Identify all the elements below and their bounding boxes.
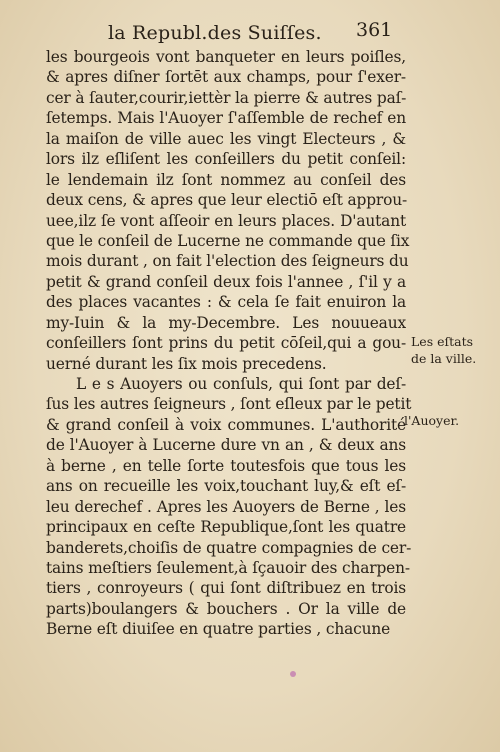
- text-line: my-Iuin & la my-Decembre. Les nouueaux: [46, 313, 406, 332]
- text-line: lors ilz eſliſent les conſeillers du petit conſeil:: [46, 150, 406, 169]
- text-line: le lendemain ilz ſont nommez au conſeil des: [46, 170, 406, 189]
- margin-note-auoyer: l'Auoyer.: [404, 413, 460, 428]
- text-line: tiers , conroyeurs ( qui ſont diſtribuez en trois: [46, 579, 406, 598]
- text-line: des places vacantes : & cela ſe fait enuiron la: [46, 293, 406, 312]
- text-line: ſetemps. Mais l'Auoyer ſ'aſſemble de rechef en: [46, 109, 406, 128]
- text-line: uee,ilz ſe vont aſſeoir en leurs places. D'autant: [46, 211, 406, 230]
- text-line: mois durant , on fait l'election des ſeigneurs du: [46, 252, 409, 271]
- text-line: & grand conſeil à voix communes. L'authorité: [46, 415, 406, 434]
- body-text: [46, 47, 412, 640]
- text-line: & apres diſner ſortēt aux champs, pour ſ'exer-: [46, 68, 406, 87]
- text-line: les bourgeois vont banqueter en leurs poiſles,: [46, 48, 406, 66]
- text-line: deux cens, & apres que leur electiō eſt approu-: [46, 191, 408, 210]
- page-number: 361: [356, 19, 393, 41]
- text-line: parts)boulangers & bouchers . Or la ville de: [46, 599, 406, 618]
- text-line: ſus les autres ſeigneurs , ſont eſleux par le petit: [46, 395, 412, 414]
- text-line: leu derechef . Apres les Auoyers de Berne , les: [46, 497, 406, 516]
- ink-stain: [290, 671, 296, 677]
- text-line: que le conſeil de Lucerne ne commande que ſix: [46, 231, 410, 250]
- text-line: Berne eſt diuiſee en quatre parties , chacune: [46, 620, 391, 639]
- text-line: conſeillers ſont prins du petit cōſeil,qui a gou-: [46, 334, 406, 353]
- text-line: tains meſtiers ſeulement,à ſçauoir des charpen-: [46, 558, 410, 577]
- text-line: à berne , en telle ſorte toutesfois que tous les: [46, 456, 406, 475]
- margin-note-estats: Les eſtats de la ville.: [411, 334, 477, 366]
- text-line: ans on recueille les voix,touchant luy,& eſt eſ-: [46, 477, 406, 496]
- text-line: petit & grand conſeil deux fois l'annee , ſ'il y a: [46, 272, 406, 291]
- text-line: principaux en ceſte Republique,ſont les quatre: [46, 518, 406, 537]
- text-line: de l'Auoyer à Lucerne dure vn an , & deux ans: [46, 436, 406, 455]
- text-line: uerné durant les ſix mois precedens.: [46, 354, 327, 373]
- text-line: banderets,choiſis de quatre compagnies de cer-: [46, 538, 412, 557]
- running-head: la Republ.des Suiſſes.: [108, 22, 322, 44]
- text-line: la maiſon de ville auec les vingt Electeurs , &: [46, 129, 406, 148]
- text-line: cer à ſauter,courir,iettèr la pierre & autres paſ-: [46, 88, 407, 107]
- text-line: L e s Auoyers ou conſuls, qui ſont par deſ-: [76, 375, 406, 393]
